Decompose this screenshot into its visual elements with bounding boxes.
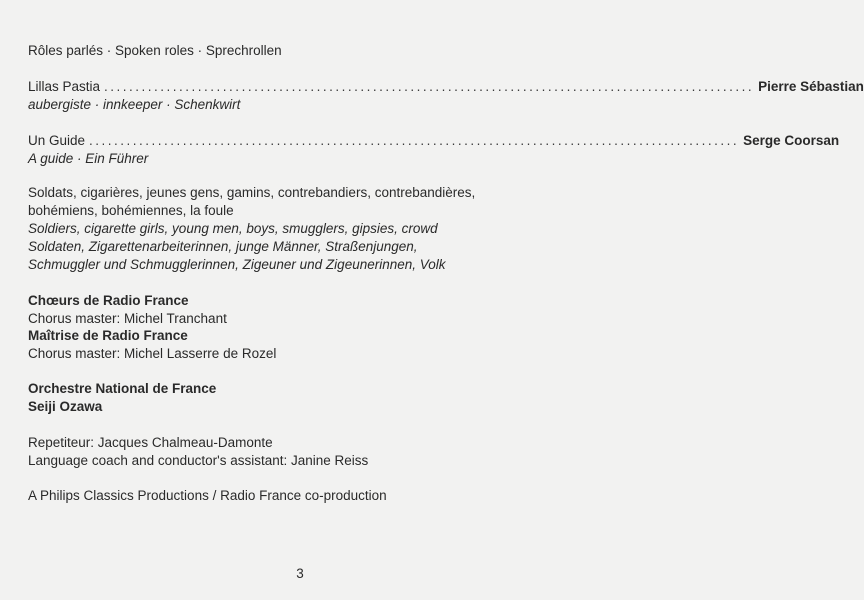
chorus-roles-fr-2: bohémiens, bohémiennes, la foule	[28, 203, 234, 218]
production-credit: A Philips Classics Productions / Radio France co-production	[28, 488, 387, 503]
conductor-name: Seiji Ozawa	[28, 399, 103, 414]
role-name: Lillas Pastia	[28, 79, 101, 94]
chorus-roles-fr-1: Soldats, cigarières, jeunes gens, gamins, contrebandiers, contrebandières,	[28, 185, 476, 200]
singer-name: Serge Coorsan	[743, 133, 840, 148]
chorus-roles-en: Soldiers, cigarette girls, young men, boys, smugglers, gipsies, crowd	[28, 221, 438, 236]
language-coach-credit: Language coach and conductor's assistant: Janine Reiss	[28, 453, 369, 468]
repetiteur-credit: Repetiteur: Jacques Chalmeau-Damonte	[28, 435, 273, 450]
role-name: Un Guide	[28, 133, 86, 148]
chorus-master: Chorus master: Michel Lasserre de Rozel	[28, 346, 277, 361]
section-title: Rôles parlés · Spoken roles · Sprechrollen	[28, 43, 282, 58]
singer-name: Pierre Sébastian	[758, 79, 864, 94]
choir-name: Chœurs de Radio France	[28, 293, 189, 308]
role-description: aubergiste · innkeeper · Schenkwirt	[28, 97, 241, 112]
orchestra-name: Orchestre National de France	[28, 381, 217, 396]
role-entry-un-guide	[28, 132, 840, 149]
leader-dots: ........................................................................................................	[89, 133, 740, 148]
choir-name: Maîtrise de Radio France	[28, 328, 188, 343]
role-entry-lillas-pastia	[28, 78, 864, 95]
chorus-roles-de-2: Schmuggler und Schmugglerinnen, Zigeuner und Zigeunerinnen, Volk	[28, 257, 446, 272]
chorus-master: Chorus master: Michel Tranchant	[28, 311, 227, 326]
chorus-roles-de-1: Soldaten, Zigarettenarbeiterinnen, junge Männer, Straßenjungen,	[28, 239, 418, 254]
page-number: 3	[296, 566, 304, 581]
leader-dots: ........................................................................................................	[104, 79, 755, 94]
role-description: A guide · Ein Führer	[28, 151, 149, 166]
